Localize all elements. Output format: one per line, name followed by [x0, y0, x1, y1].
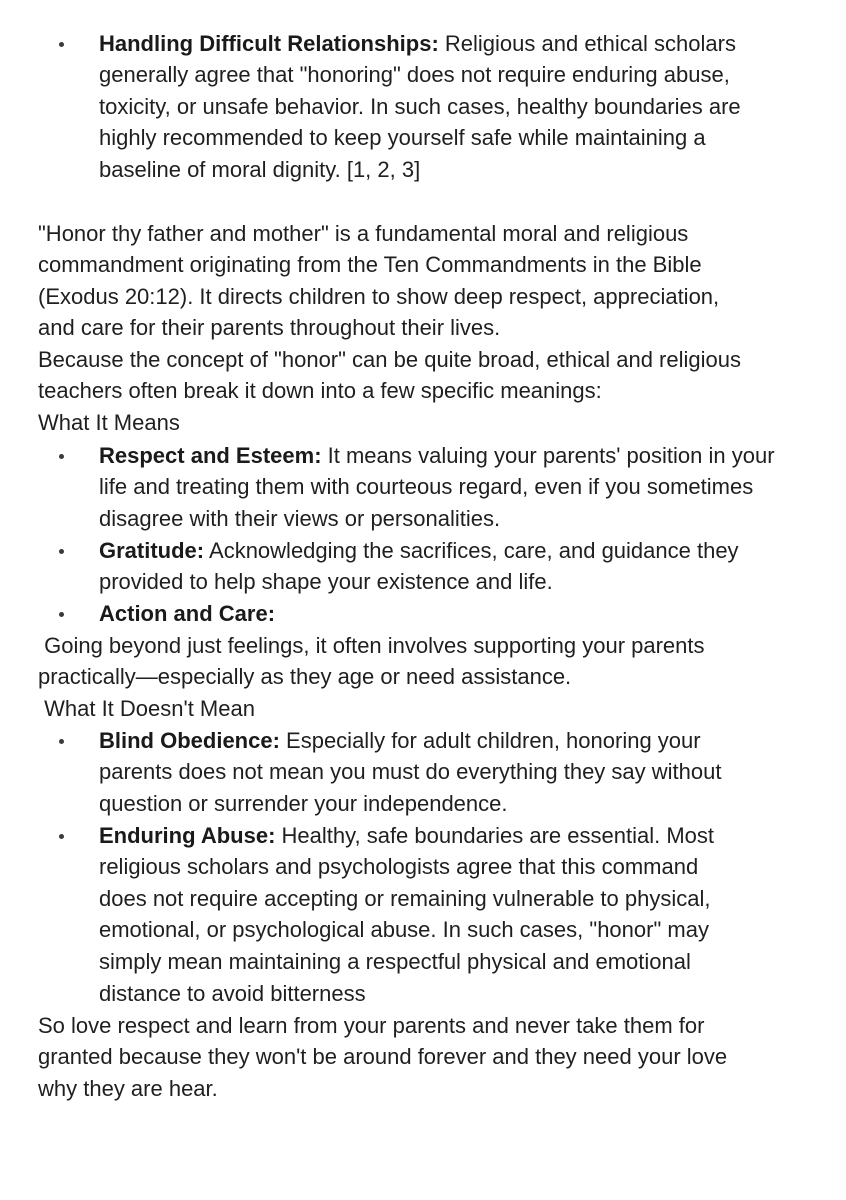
bullet-icon [59, 739, 64, 744]
text-line: why they are hear. [38, 1076, 218, 1101]
term-gratitude: Gratitude: [99, 538, 205, 563]
bullet-icon [59, 42, 64, 47]
text-line: Religious and ethical scholars [438, 31, 736, 56]
text-line: (Exodus 20:12). It directs children to show deep respect, appreciation, [38, 284, 720, 309]
text-line: toxicity, or unsafe behavior. In such cases, healthy boundaries are [99, 94, 741, 119]
term-difficult-relationships: Handling Difficult Relationships: [99, 31, 439, 56]
text-line: So love respect and learn from your parents and never take them for [38, 1013, 705, 1038]
bullet-icon [59, 549, 64, 554]
text-line: "Honor thy father and mother" is a fundamental moral and religious [38, 221, 689, 246]
text-line: question or surrender your independence. [99, 791, 508, 816]
text-line: disagree with their views or personalities. [99, 506, 501, 531]
bullet-icon [59, 454, 64, 459]
text-line: highly recommended to keep yourself safe while maintaining a [99, 125, 706, 150]
text-line: emotional, or psychological abuse. In such cases, "honor" may [99, 917, 709, 942]
text-line: Going beyond just feelings, it often involves supporting your parents [38, 633, 705, 658]
text-line: distance to avoid bitterness [99, 981, 366, 1006]
text-line: granted because they won't be around forever and they need your love [38, 1044, 728, 1069]
bullet-icon [59, 834, 64, 839]
text-line: does not require accepting or remaining vulnerable to physical, [99, 886, 711, 911]
text-line: Especially for adult children, honoring your [279, 728, 701, 753]
text-line: commandment originating from the Ten Commandments in the Bible [38, 252, 702, 277]
bullet-icon [59, 612, 64, 617]
text-line: baseline of moral dignity. [1, 2, 3] [99, 157, 421, 182]
text-line: teachers often break it down into a few specific meanings: [38, 378, 602, 403]
text-line: generally agree that "honoring" does not require enduring abuse, [99, 62, 730, 87]
term-action-care: Action and Care: [99, 601, 276, 626]
text-line: provided to help shape your existence and life. [99, 569, 553, 594]
text-line: simply mean maintaining a respectful physical and emotional [99, 949, 691, 974]
term-enduring-abuse: Enduring Abuse: [99, 823, 276, 848]
text-line: It means valuing your parents' position in your [321, 443, 775, 468]
text-line: religious scholars and psychologists agree that this command [99, 854, 699, 879]
section-heading-what-it-means: What It Means [38, 410, 180, 435]
text-line: Acknowledging the sacrifices, care, and guidance they [204, 538, 739, 563]
text-line: Because the concept of "honor" can be quite broad, ethical and religious [38, 347, 741, 372]
term-respect-esteem: Respect and Esteem: [99, 443, 322, 468]
text-line: parents does not mean you must do everything they say without [99, 759, 722, 784]
text-line: life and treating them with courteous regard, even if you sometimes [99, 474, 754, 499]
term-blind-obedience: Blind Obedience: [99, 728, 280, 753]
text-line: Healthy, safe boundaries are essential. Most [275, 823, 715, 848]
section-heading-what-it-doesnt-mean: What It Doesn't Mean [38, 696, 255, 721]
text-line: and care for their parents throughout their lives. [38, 315, 501, 340]
text-line: practically—especially as they age or need assistance. [38, 664, 572, 689]
